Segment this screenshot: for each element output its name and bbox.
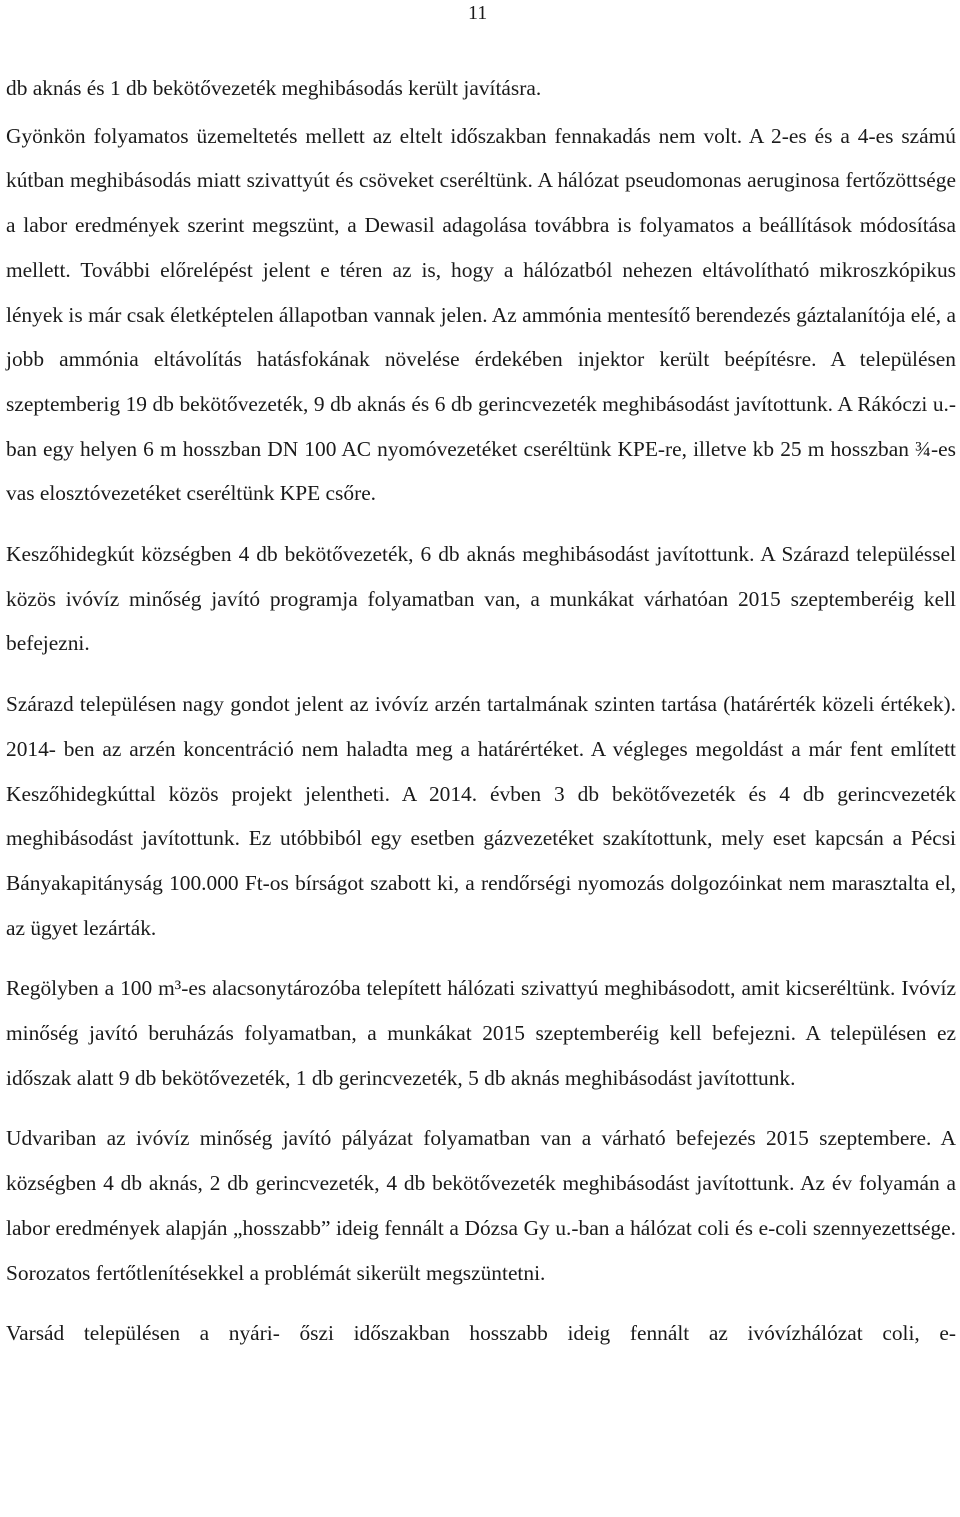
paragraph-regoly: Regölyben a 100 m³-es alacsonytározóba telepített hálózati szivattyú meghibásodott, amit kicseréltünk. Ivóvíz minőség javító beruházás folyamatban, a munkákat 2015 szeptemberéig kell befejezni. A településen ez időszak alatt 9 db bekötővezeték, 1 db gerincvezeték, 5 db aknás meghibásodást javítottunk. [6,976,956,1090]
page-number: 11 [468,2,488,24]
paragraph-keszohidegkut: Keszőhidegkút községben 4 db bekötővezeték, 6 db aknás meghibásodást javítottunk. A Szárazd településsel közös ivóvíz minőség javító programja folyamatban van, a munkákat várhatóan 2015 szeptemberéig kell befejezni. [6,542,956,656]
paragraph-continuation: db aknás és 1 db bekötővezeték meghibásodás került javításra. [6,76,542,100]
paragraph-szarazd: Szárazd településen nagy gondot jelent az ivóvíz arzén tartalmának szinten tartása (határérték közeli értékek). 2014- ben az arzén koncentráció nem haladta meg a határértéket. A végleges megoldást a már fent említett Keszőhidegkúttal közös projekt jelentheti. A 2014. évben 3 db bekötővezeték és 4 db gerincvezeték meghibásodást javítottunk. Ez utóbbiból egy esetben gázvezetéket szakítottunk, mely eset kapcsán a Pécsi Bányakapitányság 100.000 Ft-os bírságot szabott ki, a rendőrségi nyomozás dolgozóinkat nem marasztalta el, az ügyet lezárták. [6,692,956,940]
paragraph-udvari: Udvariban az ivóvíz minőség javító pályázat folyamatban van a várható befejezés 2015 szeptembere. A községben 4 db aknás, 2 db gerincvezeték, 4 db bekötővezeték meghibásodást javítottunk. Az év folyamán a labor eredmények alapján „hosszabb” ideig fennált a Dózsa Gy u.-ban a hálózat coli és e-coli szennyezettsége. Sorozatos fertőtlenítésekkel a problémát sikerült megszüntetni. [6,1126,956,1285]
paragraph-varsad: Varsád településen a nyári- őszi időszakban hosszabb ideig fennált az ivóvízhálózat coli, e- [6,1321,956,1346]
paragraph-gyonk: Gyönkön folyamatos üzemeltetés mellett az eltelt időszakban fennakadás nem volt. A 2-es és a 4-es számú kútban meghibásodás miatt szivattyút és csöveket cseréltünk. A hálózat pseudomonas aeruginosa fertőzöttsége a labor eredmények szerint megszünt, a Dewasil adagolása továbbra is folyamatos a beállítások módosítása mellett. További előrelépést jelent e téren az is, hogy a hálózatból nehezen eltávolítható mikroszkópikus lények is már csak életképtelen állapotban vannak jelen. Az ammónia mentesítő berendezés gáztalanítója elé, a jobb ammónia eltávolítás hatásfokának növelése érdekében injektor került beépítésre. A településen szeptemberig 19 db bekötővezeték, 9 db aknás és 6 db gerincvezeték meghibásodást javítottunk. A Rákóczi u.-ban egy helyen 6 m hosszban DN 100 AC nyomóvezetéket cseréltünk KPE-re, illetve kb 25 m hosszban ¾-es vas elosztóvezetéket cseréltünk KPE csőre. [6,123,956,506]
document-body [6,66,956,1372]
